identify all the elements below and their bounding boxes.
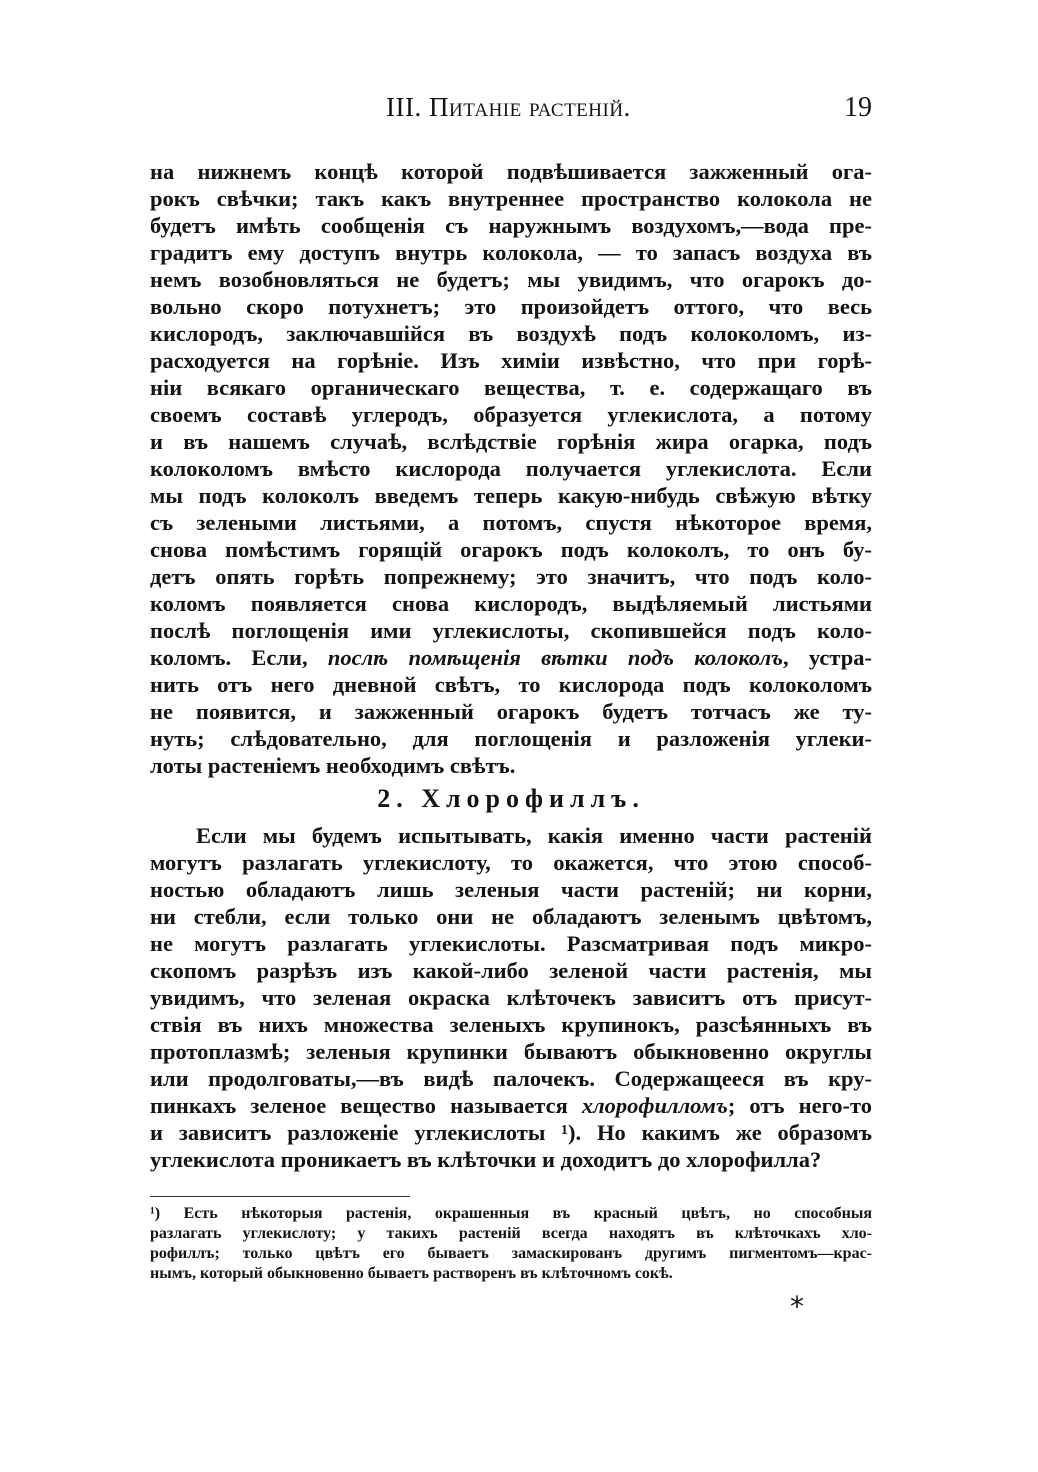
section-line: скопомъ разрѣзъ изъ какой-либо зеленой части растенія, мы xyxy=(150,958,872,983)
body-line: коломъ. Если, послѣ помѣщенія вѣтки подъ колоколъ, устра- xyxy=(150,645,872,670)
body-line: коломъ появляется снова кислородъ, выдѣляемый листьями xyxy=(150,591,872,616)
body-line: снова помѣстимъ горящій огарокъ подъ колоколъ, то онъ бу- xyxy=(150,537,872,562)
body-line: рокъ свѣчки; такъ какъ внутреннее пространство колокола не xyxy=(150,186,872,211)
footnote-line: нымъ, который обыкновенно бываетъ растворенъ въ клѣточномъ сокѣ. xyxy=(150,1265,673,1282)
section-line: могутъ разлагать углекислоту, то окажется, что этою способ- xyxy=(150,850,872,875)
section-line: ни стебли, если только они не обладаютъ зеленымъ цвѣтомъ, xyxy=(150,904,872,929)
section-heading: 2. Хлорофиллъ. xyxy=(377,784,645,813)
section-line: ствія въ нихъ множества зеленыхъ крупинокъ, разсѣянныхъ въ xyxy=(150,1012,872,1037)
running-header xyxy=(150,92,872,128)
body-line: на нижнемъ концѣ которой подвѣшивается зажженный ога- xyxy=(150,159,872,184)
body-line: вольно скоро потухнетъ; это произойдетъ оттого, что весь xyxy=(150,294,872,319)
body-line: будетъ имѣть сообщенія съ наружнымъ воздухомъ,—вода пре- xyxy=(150,213,872,238)
section-line: пинкахъ зеленое вещество называется хлорофилломъ; отъ него-то xyxy=(150,1093,872,1118)
section-line: ностью обладаютъ лишь зеленыя части растеній; ни корни, xyxy=(150,877,872,902)
body-line: нуть; слѣдовательно, для поглощенія и разложенія углеки- xyxy=(150,726,872,751)
body-line: съ зелеными листьями, а потомъ, спустя нѣкоторое время, xyxy=(150,510,872,535)
body-line: кислородъ, заключавшійся въ воздухѣ подъ колоколомъ, из- xyxy=(150,321,872,346)
body-line: немъ возобновляться не будетъ; мы увидимъ, что огарокъ до- xyxy=(150,267,872,292)
body-line: детъ опять горѣть попрежнему; это значитъ, что подъ коло- xyxy=(150,564,872,589)
chapter-number: III. xyxy=(386,92,422,122)
section-line: не могутъ разлагать углекислоты. Разсматривая подъ микро- xyxy=(150,931,872,956)
signature-mark: * xyxy=(790,1290,804,1323)
footnote-line: разлагать углекислоту; у такихъ растеній всегда находятъ въ клѣточкахъ хло- xyxy=(150,1225,872,1242)
body-line: и въ нашемъ случаѣ, вслѣдствіе горѣнія жира огарка, подъ xyxy=(150,429,872,454)
body-line: лоты растеніемъ необходимъ свѣтъ. xyxy=(150,753,516,778)
section-line: или продолговаты,—въ видѣ палочекъ. Содержащееся въ кру- xyxy=(150,1066,872,1091)
body-line: градитъ ему доступъ внутрь колокола, — то запасъ воздуха въ xyxy=(150,240,872,265)
body-line: ніи всякаго органическаго вещества, т. е. содержащаго въ xyxy=(150,375,872,400)
body-line: своемъ составѣ углеродъ, образуется углекислота, а потому xyxy=(150,402,872,427)
section-line: и зависитъ разложеніе углекислоты ¹). Но какимъ же образомъ xyxy=(150,1120,872,1145)
footnote-line: рофиллъ; только цвѣтъ его бываетъ замаскированъ другимъ пигментомъ—крас- xyxy=(150,1245,872,1262)
section-line: увидимъ, что зеленая окраска клѣточекъ зависитъ отъ присут- xyxy=(150,985,872,1010)
body-line: колоколомъ вмѣсто кислорода получается углекислота. Если xyxy=(150,456,872,481)
body-line: послѣ поглощенія ими углекислоты, скопившейся подъ коло- xyxy=(150,618,872,643)
section-line: углекислота проникаетъ въ клѣточки и доходитъ до хлорофилла? xyxy=(150,1147,822,1172)
body-line: не появится, и зажженный огарокъ будетъ тотчасъ же ту- xyxy=(150,699,872,724)
chapter-heading xyxy=(386,92,631,123)
footnote-rule xyxy=(150,1196,410,1197)
footnote-line: ¹) Есть нѣкоторыя растенія, окрашенныя въ красный цвѣтъ, но способныя xyxy=(150,1205,872,1222)
section-line: Если мы будемъ испытывать, какія именно части растеній xyxy=(196,823,872,848)
body-line: мы подъ колоколъ введемъ теперь какую-нибудь свѣжую вѣтку xyxy=(150,483,872,508)
section-line: протоплазмѣ; зеленыя крупинки бываютъ обыкновенно округлы xyxy=(150,1039,872,1064)
body-line: нить отъ него дневной свѣтъ, то кислорода подъ колоколомъ xyxy=(150,672,872,697)
chapter-title: Питаніе растеній. xyxy=(428,92,631,122)
page-number: 19 xyxy=(844,92,872,123)
body-line: расходуется на горѣніе. Изъ химіи извѣстно, что при горѣ- xyxy=(150,348,872,373)
